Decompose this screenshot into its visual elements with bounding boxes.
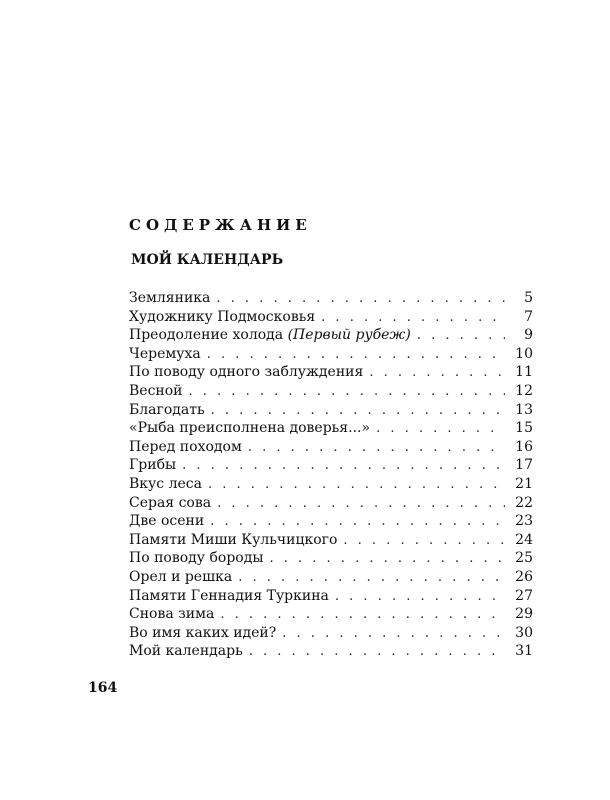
toc-entry-18	[129, 605, 533, 624]
section-title: МОЙ КАЛЕНДАРЬ	[131, 252, 284, 268]
dot-leader	[182, 457, 505, 476]
toc-entry-title: Во имя каких идей?	[129, 624, 277, 641]
toc-entry-page: 25	[515, 550, 533, 567]
toc-entry-11	[129, 475, 533, 494]
toc-entry-page: 13	[515, 401, 533, 418]
toc-entry-title: Серая сова	[129, 494, 212, 511]
toc-entry-page: 7	[524, 308, 533, 325]
toc-entry-title: Мой календарь	[129, 643, 243, 660]
dot-leader	[216, 290, 505, 309]
toc-entry-page: 16	[515, 438, 533, 455]
toc-entry-9	[129, 438, 533, 457]
toc-entry-title: Грибы	[129, 457, 177, 474]
toc-entry-15	[129, 549, 533, 568]
toc-entry-page: 30	[515, 624, 533, 641]
toc-entry-page: 15	[515, 420, 533, 437]
page-number: 164	[88, 680, 118, 696]
toc-entry-page: 23	[515, 513, 533, 530]
toc-entry-title: Перед походом	[129, 438, 242, 455]
dot-leader	[208, 476, 505, 495]
toc-entry-page: 10	[515, 345, 533, 362]
toc-entry-19	[129, 624, 533, 643]
dot-leader	[210, 513, 505, 532]
toc-entry-3	[129, 326, 533, 345]
toc-entry-2	[129, 308, 533, 327]
toc-entry-title-main: Преодоление холода	[129, 327, 284, 344]
toc-entry-page: 5	[524, 290, 533, 306]
dot-leader	[249, 643, 505, 662]
dot-leader	[211, 402, 505, 421]
toc-entry-13	[129, 512, 533, 531]
toc-entry-12	[129, 494, 533, 513]
toc-entry-page: 31	[515, 643, 533, 660]
toc-entry-8	[129, 419, 533, 438]
toc-entry-page: 24	[515, 531, 533, 548]
toc-entry-title: Памяти Геннадия Туркина	[129, 587, 329, 604]
dot-leader	[220, 606, 505, 625]
dot-leader	[238, 569, 505, 588]
toc-entry-14	[129, 531, 533, 550]
toc-entry-title: Благодать	[129, 401, 205, 418]
toc-entry-6	[129, 382, 533, 401]
contents-heading: СОДЕРЖАНИЕ	[129, 216, 312, 234]
toc-entry-page: 11	[515, 364, 533, 381]
dot-leader	[207, 346, 505, 365]
toc-entry-4	[129, 345, 533, 364]
toc-entry-title: Памяти Миши Кульчицкого	[129, 531, 338, 548]
toc-entry-title: Орел и решка	[129, 568, 233, 585]
toc-entry-title: «Рыба преисполнена доверья...»	[129, 420, 371, 437]
toc-entry-title: Весной	[129, 382, 183, 399]
table-of-contents	[129, 289, 533, 661]
toc-entry-page: 26	[515, 568, 533, 585]
toc-entry-1	[129, 289, 533, 308]
toc-entry-title: Черемуха	[129, 345, 201, 362]
dot-leader	[321, 309, 505, 328]
toc-entry-20	[129, 642, 533, 661]
toc-entry-title: По поводу бороды	[129, 550, 264, 567]
dot-leader	[282, 625, 505, 644]
dot-leader	[335, 588, 505, 607]
toc-entry-17	[129, 587, 533, 606]
toc-entry-10	[129, 456, 533, 475]
toc-entry-title: Снова зима	[129, 606, 215, 623]
toc-entry-7	[129, 401, 533, 420]
dot-leader	[343, 532, 505, 551]
toc-entry-page: 22	[515, 494, 533, 511]
toc-entry-16	[129, 568, 533, 587]
dot-leader	[369, 364, 505, 383]
toc-entry-5	[129, 363, 533, 382]
dot-leader	[417, 327, 505, 346]
dot-leader	[269, 550, 505, 569]
toc-entry-page: 17	[515, 457, 533, 474]
toc-entry-title: По поводу одного заблуждения	[129, 364, 364, 381]
toc-entry-page: 29	[515, 606, 533, 623]
dot-leader	[248, 439, 505, 458]
toc-entry-title: Художнику Подмосковья	[129, 308, 316, 325]
dot-leader	[189, 383, 505, 402]
dot-leader	[376, 420, 505, 439]
toc-entry-page: 9	[524, 327, 533, 344]
toc-entry-subtitle: (Первый рубеж)	[287, 327, 411, 344]
dot-leader	[217, 495, 505, 514]
toc-entry-title: Вкус леса	[129, 475, 202, 492]
toc-entry-title: Две осени	[129, 513, 205, 530]
toc-entry-page: 21	[515, 475, 533, 492]
toc-entry-page: 27	[515, 587, 533, 604]
toc-entry-title: Земляника	[129, 290, 211, 306]
toc-entry-page: 12	[515, 382, 533, 399]
toc-entry-title	[129, 326, 411, 345]
